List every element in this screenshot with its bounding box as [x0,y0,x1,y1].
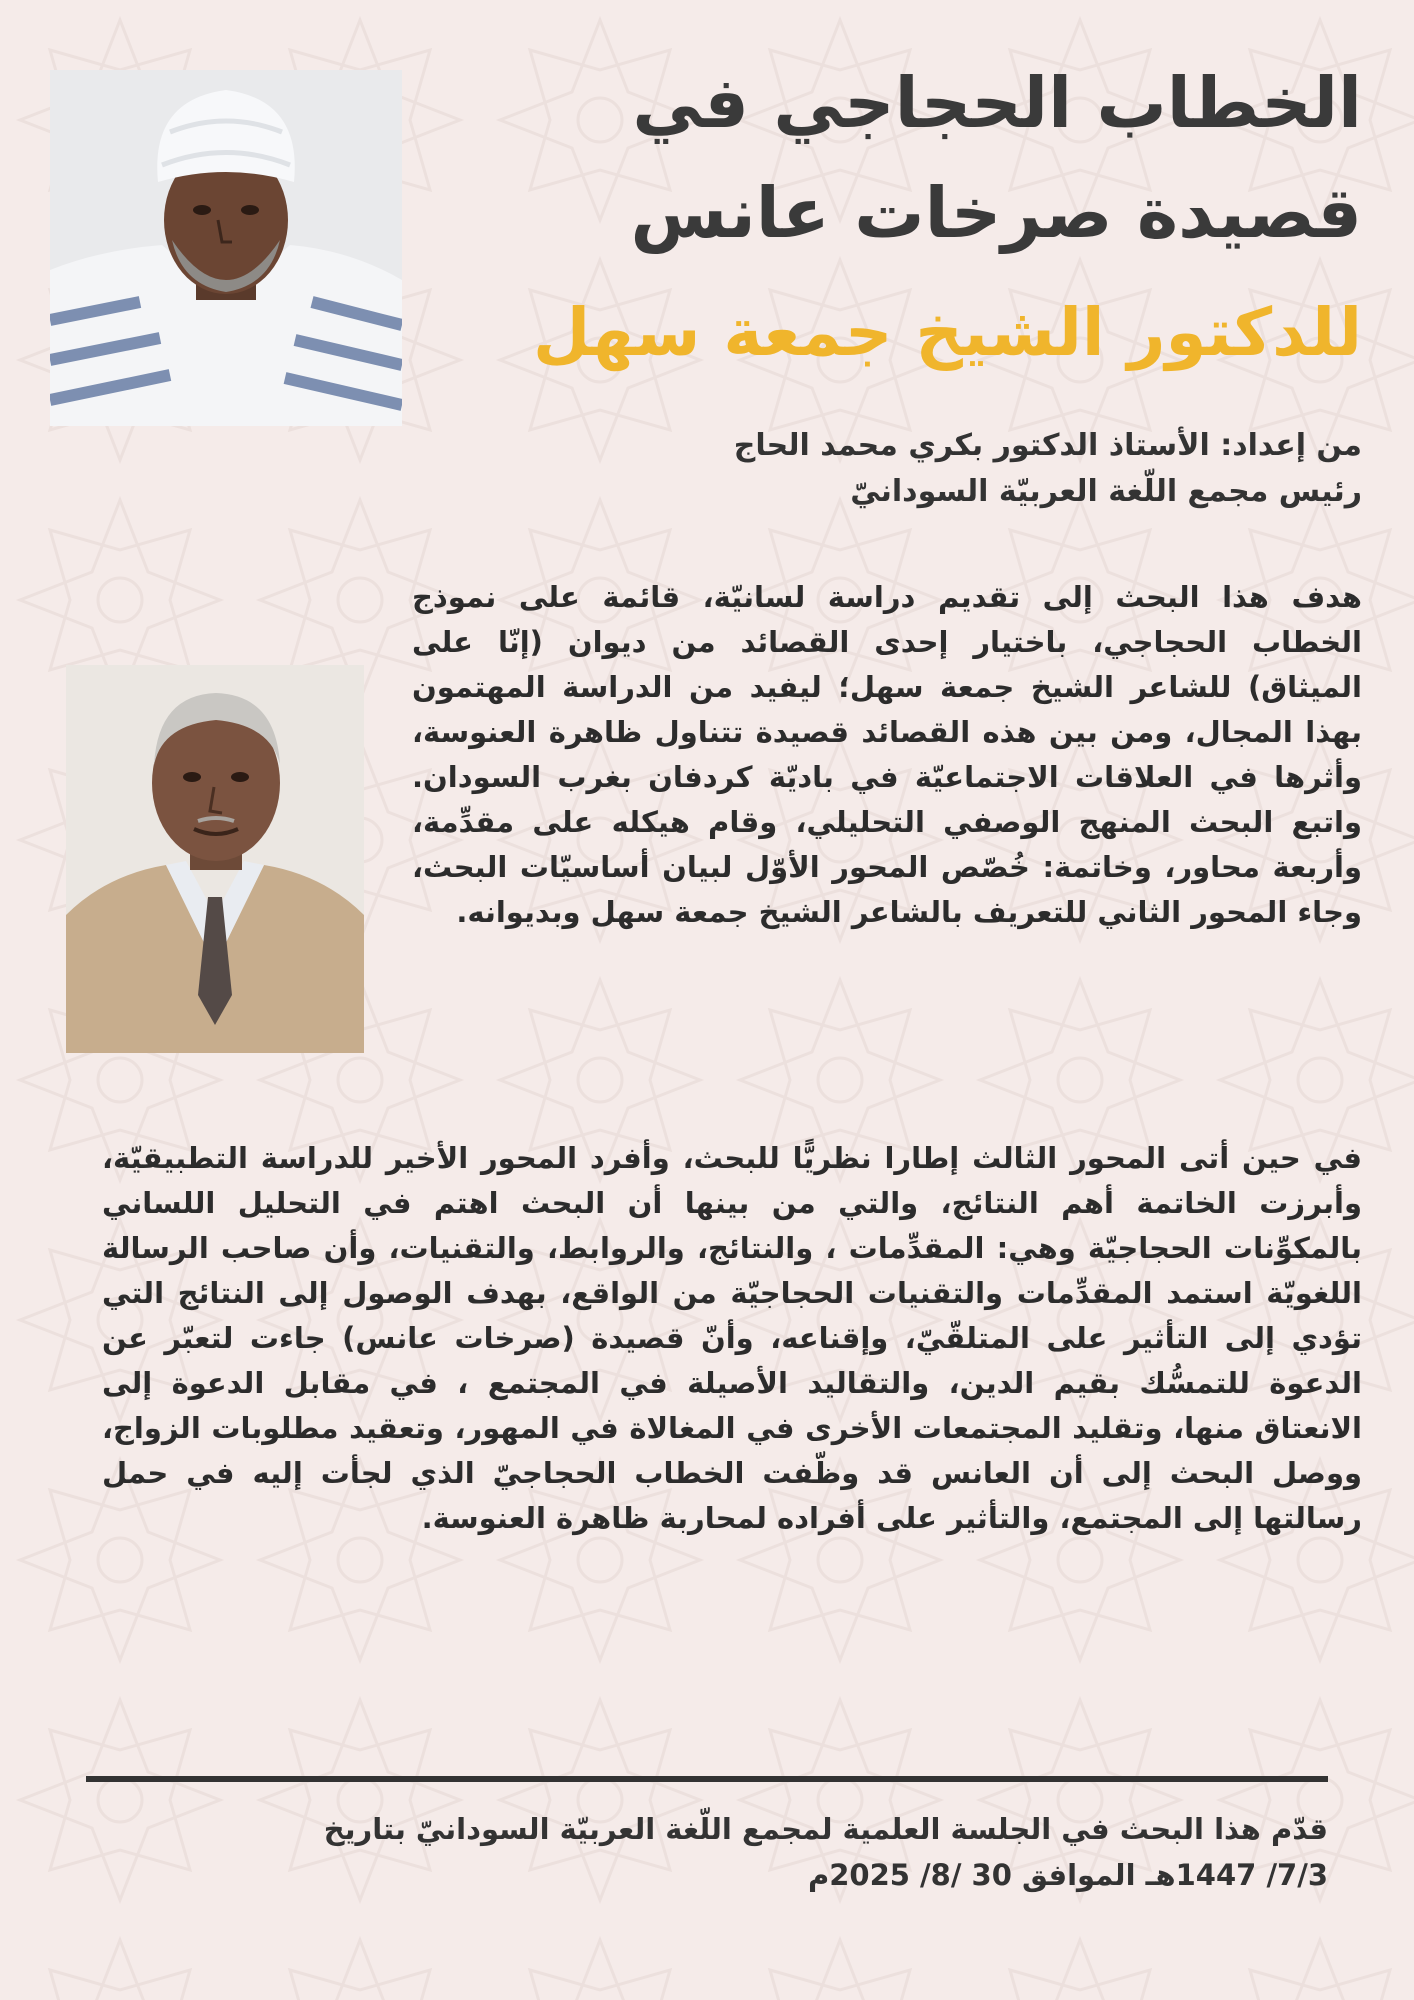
footer-divider [86,1776,1328,1782]
author-line: من إعداد: الأستاذ الدكتور بكري محمد الحاج [733,428,1362,463]
title-line-1: الخطاب الحجاجي في [632,62,1362,144]
abstract-paragraph-1: هدف هذا البحث إلى تقديم دراسة لسانيّة، قائمة على نموذج الخطاب الحجاجي، باختيار إحدى القصائد من ديوان (إنّا على الميثاق) للشاعر الشيخ جمعة سهل؛ ليفيد من الدراسة المهتمون بهذا المجال، ومن بين هذه القصائد قصيدة تتناول ظاهرة العنوسة، وأثرها في العلاقات الاجتماعيّة في باديّة كردفان بغرب السودان. واتبع البحث المنهج الوصفي التحليلي، وقام هيكله على مقدِّمة، وأربعة محاور، وخاتمة: خُصّص المحور الأوّل لبيان أساسيّات البحث، وجاء المحور الثاني للتعريف بالشاعر الشيخ جمعة سهل وبديوانه. [412,580,1362,929]
footer-date-line: 7/3/ 1447هـ الموافق 30 /8/ 2025م [807,1858,1328,1892]
author-title-line: رئيس مجمع اللّغة العربيّة السودانيّ [850,474,1362,509]
portrait-photo-poet [50,70,402,426]
title-line-3: للدكتور الشيخ جمعة سهل [532,294,1362,371]
abstract-paragraph-2: في حين أتى المحور الثالث إطارا نظريًّا للبحث، وأفرد المحور الأخير للدراسة التطبيقيّة، وأبرزت الخاتمة أهم النتائج، والتي من بينها أن البحث اهتم في التحليل اللساني بالمكوِّنات الحجاجيّة وهي: المقدِّمات ، والنتائج، والروابط، والتقنيات، وأن صاحب الرسالة اللغويّة استمد المقدِّمات والتقنيات الحجاجيّة من الواقع، بهدف الوصول إلى النتائج التي تؤدي إلى التأثير على المتلقّيّ، وإقناعه، وأنّ قصيدة (صرخات عانس) جاءت لتعبّر عن الدعوة للتمسُّك بقيم الدين، والتقاليد الأصيلة في المجتمع ، في مقابل الدعوة إلى الانعتاق منها، وتقليد المجتمعات الأخرى في المغالاة في المهور، وتعقيد مطلوبات الزواج، ووصل البحث إلى أن العانس قد وظّفت الخطاب الحجاجيّ الذي لجأت إليه في حمل رسالتها إلى المجتمع، والتأثير على أفراده لمحاربة ظاهرة العنوسة. [102,1141,1362,1535]
portrait-photo-author [66,665,364,1053]
title-line-2: قصيدة صرخات عانس [630,172,1362,254]
footer-note-line-1: قدّم هذا البحث في الجلسة العلمية لمجمع اللّغة العربيّة السودانيّ بتاريخ [323,1812,1328,1846]
